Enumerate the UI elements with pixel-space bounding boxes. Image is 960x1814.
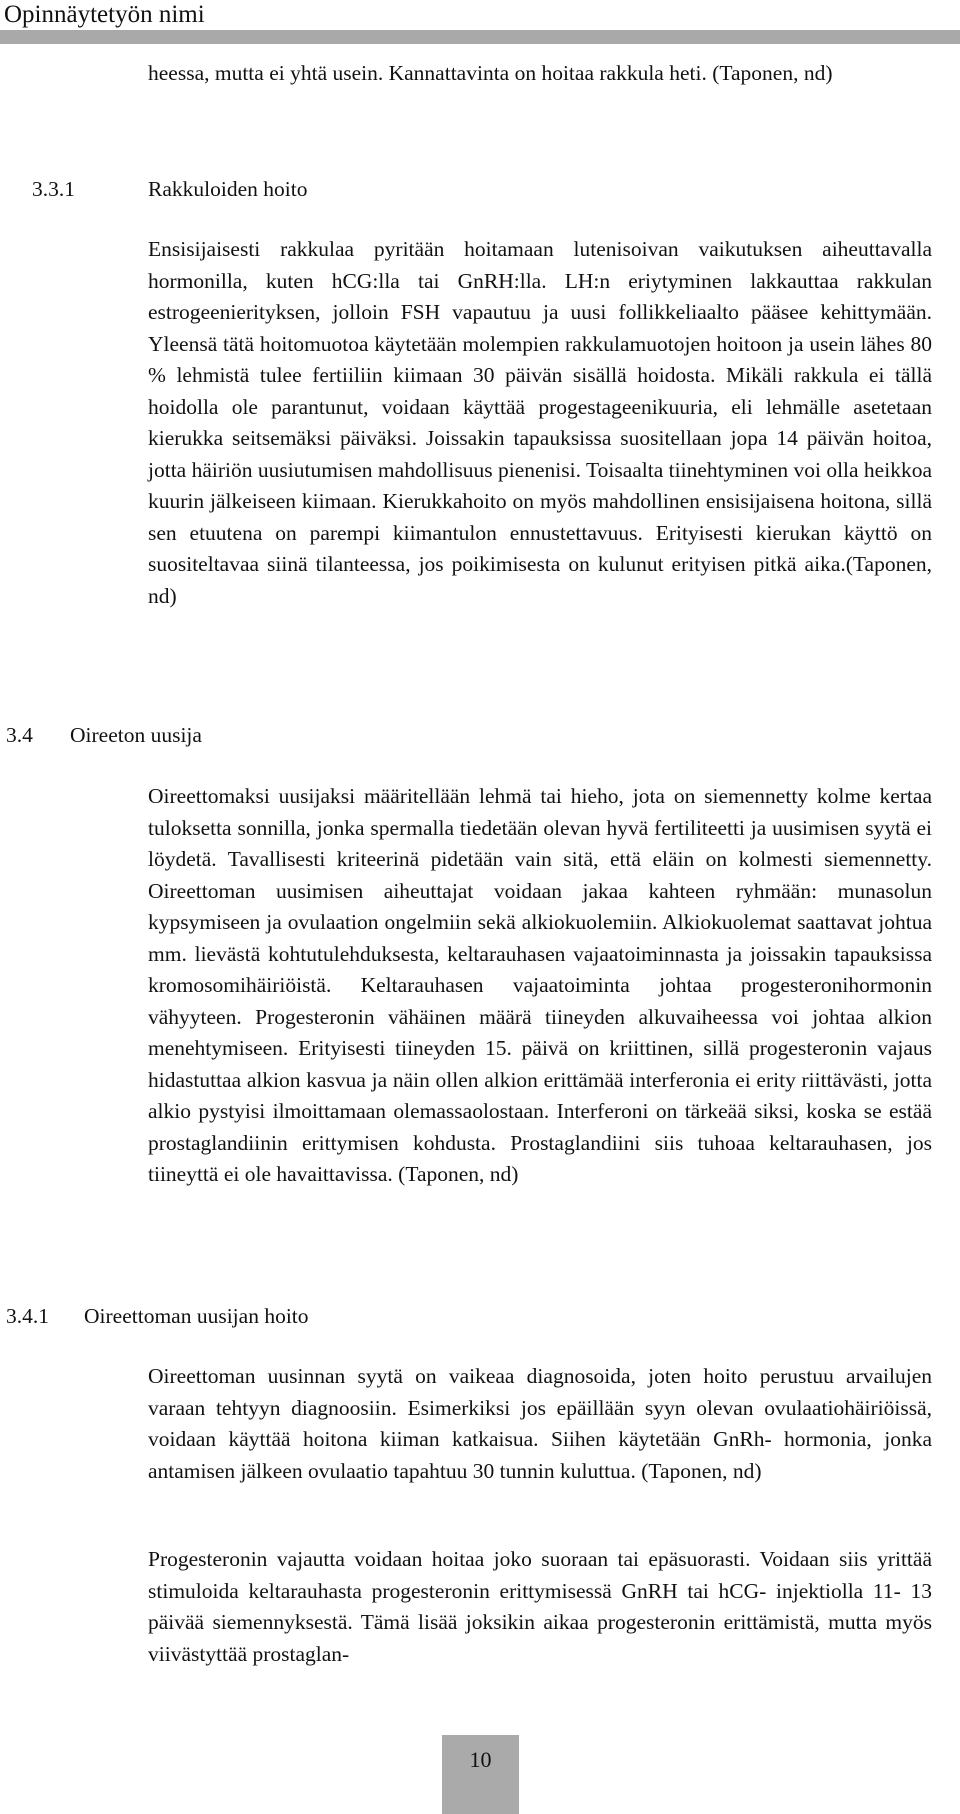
heading-number: 3.4 [6, 723, 33, 747]
paragraph-oireeton-uusija: Oireettomaksi uusijaksi määritellään lehmä tai hieho, jota on siemennetty kolme kertaa tuloksetta sonnilla, jonka spermalla tiedetään olevan hyvä fertiliteetti ja uusimisen syytä ei löydetä. Tavallisesti kriteerinä pidetään vain sitä, että eläin on kolmesti siemennetty. Oireettoman uusimisen aiheuttajat voidaan jakaa kahteen ryhmään: munasolun kypsymiseen ja ovulaation ongelmiin sekä alkiokuolemiin. Alkiokuolemat saattavat johtua mm. lievästä kohtutulehduksesta, keltarauhasen vajaatoiminnasta ja joissakin tapauksissa kromosomihäiriöistä. Keltarauhasen vajaatoiminta johtaa progesteronihormonin vähyyteen. Progesteronin vähäinen määrä tiineyden alkuvaiheessa voi johtaa alkion menehtymiseen. Erityisesti tiineyden 15. päivä on kriittinen, sillä progesteronin vajaus hidastuttaa alkion kasvua ja näin ollen alkion erittämää interferonia ei erity riittävästi, jotta alkio pystyisi ilmoittamaan olemassaolostaan. Interferoni on tärkeää siksi, koska se estää prostaglandiinin erittymisen kohdusta. Prostaglandiini siis tuhoaa keltarauhasen, jos tiineyttä ei ole havaittavissa. (Taponen, nd) [148, 784, 932, 1186]
paragraph-hoito-a: Oireettoman uusinnan syytä on vaikeaa diagnosoida, joten hoito perustuu arvailujen varaan tehtyyn diagnoosiin. Esimerkiksi jos epäillään syyn olevan ovulaatiohäiriöissä, voidaan käyttää hoitona kiiman katkaisua. Siihen käytetään GnRh- hormonia, jonka antamisen jälkeen ovulaatio tapahtuu 30 tunnin kuluttua. (Taponen, nd) [148, 1364, 932, 1483]
header-rule [0, 30, 960, 44]
heading-3-3-1 [32, 174, 307, 206]
page-number: 10 [469, 1747, 492, 1772]
page-number-box [442, 1735, 519, 1814]
page-header [0, 0, 960, 48]
paragraph-rakkuloiden-hoito: Ensisijaisesti rakkulaa pyritään hoitamaan lutenisoivan vaikutuksen aiheuttavalla hormonilla, kuten hCG:lla tai GnRH:lla. LH:n eriytyminen lakkauttaa rakkulan estrogeenierityksen, jolloin FSH vapautuu ja uusi follikkeliaalto pääsee kehittymään. Yleensä tätä hoitomuotoa käytetään molempien rakkulamuotojen hoitoon ja usein lähes 80 % lehmistä tulee fertiiliin kiimaan 30 päivän sisällä hoidosta. Mikäli rakkula ei tällä hoidolla ole parantunut, voidaan käyttää progestageenikuuria, eli lehmälle asetetaan kierukka seitsemäksi päiväksi. Joissakin tapauksissa suositellaan jopa 14 päivän hoitoa, jotta häiriön uusiutumisen mahdollisuus pienenisi. Toisaalta tiinehtyminen voi olla heikkoa kuurin jälkeiseen kiimaan. Kierukkahoito on myös mahdollinen ensisijaisena hoitona, sillä sen etuutena on parempi kiimantulon ennustettavuus. Erityisesti kierukan käyttö on suositeltavaa siinä tilanteessa, jos poikimisesta on kulunut erityisen pitkä aika.(Taponen, nd) [148, 237, 932, 608]
heading-text: Oireeton uusija [70, 723, 202, 747]
paragraph-hoito-b: Progesteronin vajautta voidaan hoitaa joko suoraan tai epäsuorasti. Voidaan siis yrittää stimuloida keltarauhasta progesteronin erittymisessä GnRH tai hCG- injektiolla 11- 13 päivää siemennyksestä. Tämä lisää joksikin aikaa progesteronin erittämistä, mutta myös viivästyttää prostaglan- [148, 1547, 932, 1666]
heading-number: 3.3.1 [32, 177, 75, 201]
heading-text: Oireettoman uusijan hoito [84, 1304, 309, 1328]
document-title: Opinnäytetyön nimi [4, 1, 205, 28]
heading-number: 3.4.1 [6, 1304, 49, 1328]
paragraph-intro: heessa, mutta ei yhtä usein. Kannattavinta on hoitaa rakkula heti. (Taponen, nd) [148, 61, 833, 85]
heading-3-4 [6, 720, 202, 752]
heading-3-4-1 [6, 1301, 309, 1333]
heading-text: Rakkuloiden hoito [148, 177, 308, 201]
